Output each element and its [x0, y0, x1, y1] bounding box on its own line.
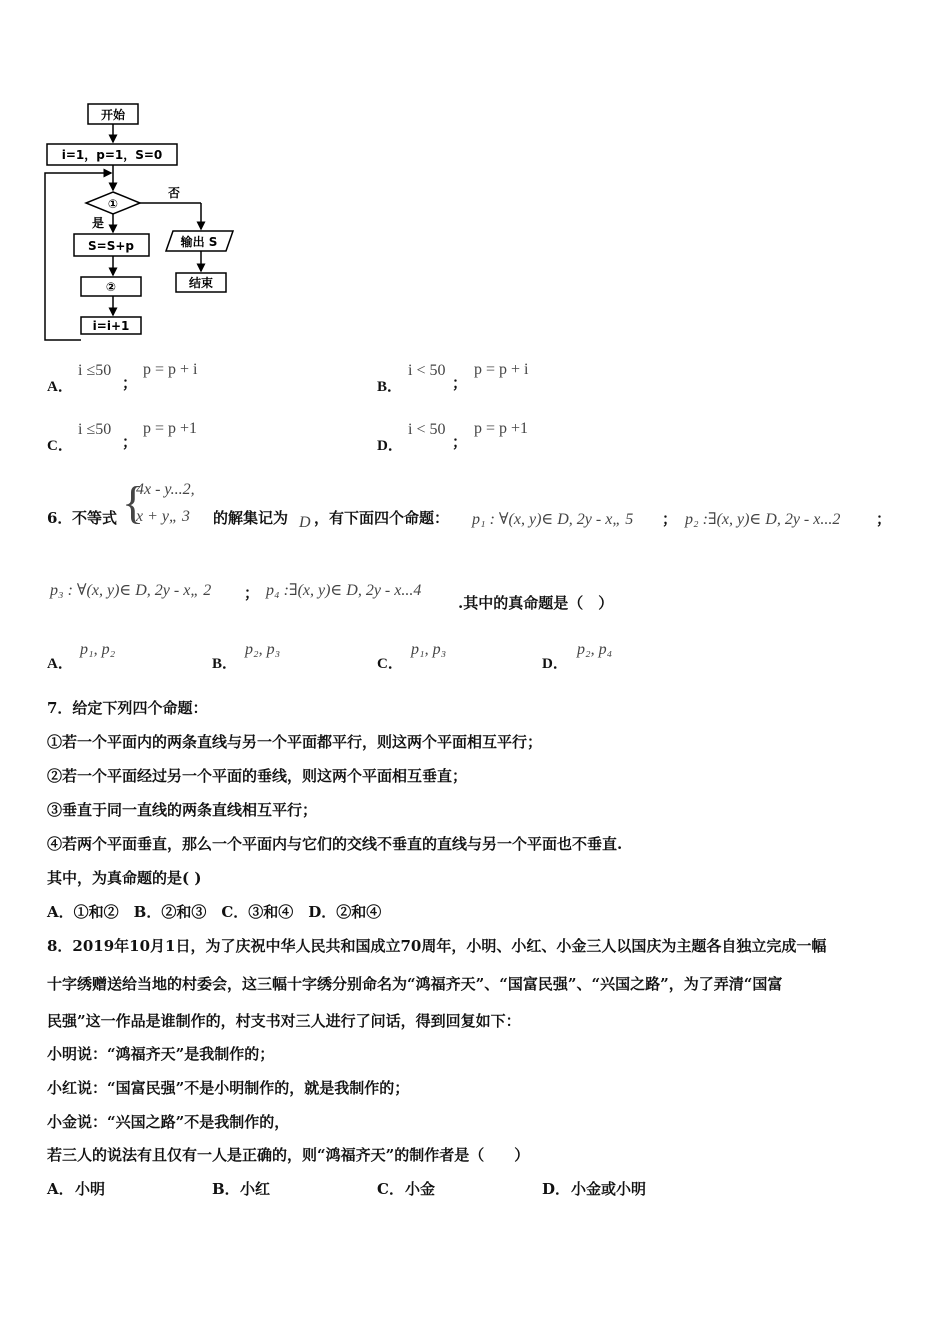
q8-line-4: 小明说：“鸿福齐天”是我制作的； [47, 1045, 275, 1063]
q5-option-b-sep: ； [452, 374, 468, 392]
q6-option-d-value: p₂, p₄ [577, 641, 613, 658]
q5-option-a-letter: A． [47, 379, 73, 395]
q5-option-b-cond: i < 50 [408, 362, 446, 379]
q5-option-a-sep: ； [122, 374, 138, 392]
q7-question: 其中，为真命题的是( ) [47, 869, 202, 887]
q7-item-3: ③垂直于同一直线的两条直线相互平行； [47, 801, 318, 819]
q7-stem: 7．给定下列四个命题： [47, 699, 208, 717]
q6-number: 6． [47, 509, 73, 527]
q8-line-3: 民强”这一作品是谁制作的，村支书对三人进行了问话，得到回复如下： [47, 1012, 521, 1030]
q5-option-c-sep: ； [122, 433, 138, 451]
q6-lead: 不等式 [72, 509, 118, 527]
q6-option-a-letter: A． [47, 656, 73, 672]
q8-line-7: 若三人的说法有且仅有一人是正确的，则“鸿福齐天”的制作者是（ ） [47, 1146, 530, 1164]
flowchart [40, 100, 270, 350]
q6-brace: { [122, 477, 145, 528]
q6-proposition-p3: p₃ : ∀(x, y)∈ D, 2y - x„ 2 [50, 582, 212, 599]
q5-option-c-letter: C． [47, 438, 73, 454]
q8-option-d-value: 小金或小明 [571, 1180, 647, 1198]
flow-increment-text: i=i+1 [92, 319, 130, 333]
q6-tail: .其中的真命题是（ ） [458, 594, 614, 612]
q8-line-1: 8．2019年10月1日，为了庆祝中华人民共和国成立70周年，小明、小红、小金三人以国庆为主题各自独立完成一幅 [47, 937, 827, 955]
q5-option-b-update: p = p + i [474, 361, 529, 378]
q5-option-d-update: p = p +1 [474, 420, 529, 437]
q8-option-c-value: 小金 [405, 1180, 436, 1198]
q6-sep-1: ； [662, 510, 678, 528]
q6-set-d: D [299, 514, 311, 531]
q7-item-4: ④若两个平面垂直，那么一个平面内与它们的交线不垂直的直线与另一个平面也不垂直. [47, 835, 623, 853]
q6-mid: 的解集记为 [213, 509, 289, 527]
q8-option-b-letter: B． [212, 1180, 240, 1198]
flow-condition-text: ① [107, 197, 119, 211]
q6-proposition-p1: p₁ : ∀(x, y)∈ D, 2y - x„ 5 [472, 511, 634, 528]
q8-option-a-letter: A． [47, 1180, 74, 1198]
q5-option-c-cond: i ≤50 [78, 421, 112, 438]
flow-sum-text: S=S+p [88, 239, 134, 253]
q7-options: A．①和② B．②和③ C．③和④ D．②和④ [47, 903, 382, 921]
q6-option-b-value: p₂, p₃ [245, 641, 281, 658]
q6-sep-3: ； [244, 584, 260, 602]
q6-option-c-letter: C． [377, 656, 403, 672]
q8-line-5: 小红说：“国富民强”不是小明制作的，就是我制作的； [47, 1079, 410, 1097]
q8-option-d-letter: D． [542, 1180, 571, 1198]
q6-option-d-letter: D． [542, 656, 568, 672]
q8-option-b-value: 小红 [240, 1180, 271, 1198]
q5-option-d-letter: D． [377, 438, 403, 454]
q6-option-a-value: p₁, p₂ [80, 641, 116, 658]
q7-item-1: ①若一个平面内的两条直线与另一个平面都平行，则这两个平面相互平行； [47, 733, 543, 751]
flow-init-text: i=1，p=1，S=0 [61, 148, 163, 162]
q6-proposition-p2: p₂ :∃(x, y)∈ D, 2y - x...2 [685, 511, 841, 528]
q8-line-2: 十字绣赠送给当地的村委会，这三幅十字绣分别命名为“鸿福齐天”、“国富民强”、“兴国之路”，为了弄清“国富 [47, 975, 783, 993]
q5-option-d-sep: ； [452, 433, 468, 451]
flow-no-label: 否 [167, 186, 181, 200]
q6-inequality-1: 4x - y...2, [136, 481, 195, 498]
q5-option-b-letter: B． [377, 379, 403, 395]
q6-proposition-p4: p₄ :∃(x, y)∈ D, 2y - x...4 [266, 582, 422, 599]
flow-start-text: 开始 [100, 108, 126, 122]
q5-option-c-update: p = p +1 [143, 420, 198, 437]
flow-step2-text: ② [105, 280, 117, 294]
q8-option-c-letter: C． [377, 1180, 404, 1198]
q6-option-b-letter: B． [212, 656, 238, 672]
q5-option-a-update: p = p + i [143, 361, 198, 378]
q8-option-a-value: 小明 [75, 1180, 106, 1198]
q8-line-6: 小金说：“兴国之路”不是我制作的， [47, 1113, 290, 1131]
q6-inequality-2: x + y„ 3 [136, 508, 190, 525]
flow-output-text: 输出 S [180, 235, 218, 249]
q6-option-c-value: p₁, p₃ [411, 641, 447, 658]
flow-yes-label: 是 [91, 216, 105, 230]
q6-sep-2: ； [876, 510, 892, 528]
q7-item-2: ②若一个平面经过另一个平面的垂线，则这两个平面相互垂直； [47, 767, 468, 785]
q5-option-a-cond: i ≤50 [78, 362, 112, 379]
q6-mid2: ，有下面四个命题： [314, 509, 450, 527]
q5-option-d-cond: i < 50 [408, 421, 446, 438]
flow-end-text: 结束 [188, 276, 214, 290]
